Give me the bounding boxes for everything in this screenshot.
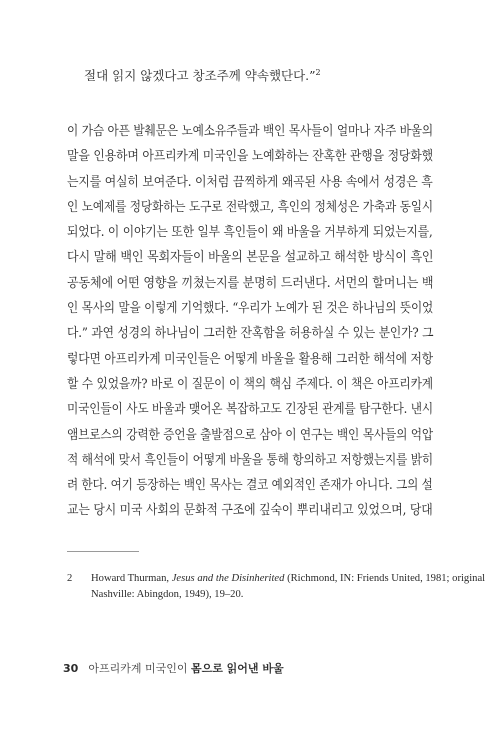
body-line: 는지를 여실히 보여준다. 이처럼 끔찍하게 왜곡된 사용 속에서 성경은 흑 xyxy=(67,174,433,190)
body-line: 려 한다. 여기 등장하는 백인 목사는 결코 예외적인 존재가 아니다. 그의 설 xyxy=(67,478,433,494)
footnote-publication-continued: Nashville: Abingdon, 1949), 19–20. xyxy=(91,589,244,600)
body-line: 할 수 있었을까? 바로 이 질문이 이 책의 핵심 주제다. 이 책은 아프리카계 xyxy=(67,376,433,392)
page-number: 30 xyxy=(63,662,79,675)
body-line: 앰브로스의 강력한 증언을 출발점으로 삼아 이 연구는 백인 목사들의 억압 xyxy=(67,427,434,443)
body-line: 인 노예제를 정당화하는 도구로 전락했고, 흑인의 정체성은 가축과 동일시 xyxy=(67,199,434,215)
running-title-bold: 몸으로 읽어낸 바울 xyxy=(190,662,284,675)
page-footer xyxy=(63,660,284,676)
body-line: 인 목사의 말을 이렇게 기억했다. “우리가 노예가 된 것은 하나님의 뜻이었 xyxy=(67,301,434,317)
body-line: 렇다면 아프리카계 미국인들은 어떻게 바울을 활용해 그러한 해석에 저항 xyxy=(67,351,434,367)
footnote-book-title: Jesus and the Disinherited xyxy=(171,573,285,584)
running-title: 아프리카계 미국인이 xyxy=(88,662,191,675)
body-line: 적 해석에 맞서 흑인들이 어떻게 바울을 통해 항의하고 저항했는지를 밝히 xyxy=(67,452,434,468)
footnote xyxy=(67,571,486,603)
body-line: 다시 말해 백인 목회자들이 바울의 본문을 설교하고 해석한 방식이 흑인 xyxy=(67,250,434,266)
body-line: 교는 당시 미국 사회의 문화적 구조에 깊숙이 뿌리내리고 있었으며, 당대 xyxy=(67,503,433,519)
footnote-publication: (Richmond, IN: Friends United, 1981; original xyxy=(284,573,486,584)
body-line: 공동체에 어떤 영향을 끼쳤는지를 분명히 드러낸다. 서먼의 할머니는 백 xyxy=(67,275,434,291)
body-line: 되었다. 이 이야기는 또한 일부 흑인들이 왜 바울을 거부하게 되었는지를, xyxy=(67,225,433,241)
body-line: 다.” 과연 성경의 하나님이 그러한 잔혹함을 허용하실 수 있는 분인가? 그 xyxy=(67,326,434,342)
body-paragraph xyxy=(67,119,433,524)
footnote-divider xyxy=(67,551,139,552)
body-line: 말을 인용하며 아프리카계 미국인을 노예화하는 잔혹한 관행을 정당화했 xyxy=(67,149,433,165)
quote-text: 절대 읽지 않겠다고 창조주께 약속했단다.” xyxy=(84,68,316,83)
body-line: 이 가슴 아픈 발췌문은 노예소유주들과 백인 목사들이 얼마나 자주 바울의 xyxy=(67,124,434,139)
footnote-number: 2 xyxy=(67,573,73,584)
block-quote xyxy=(84,64,424,85)
body-line: 미국인들이 사도 바울과 맺어온 복잡하고도 긴장된 관계를 탐구한다. 낸시 xyxy=(67,402,434,418)
footnote-reference: 2 xyxy=(315,68,321,77)
footnote-author: Howard Thurman, xyxy=(91,573,172,584)
